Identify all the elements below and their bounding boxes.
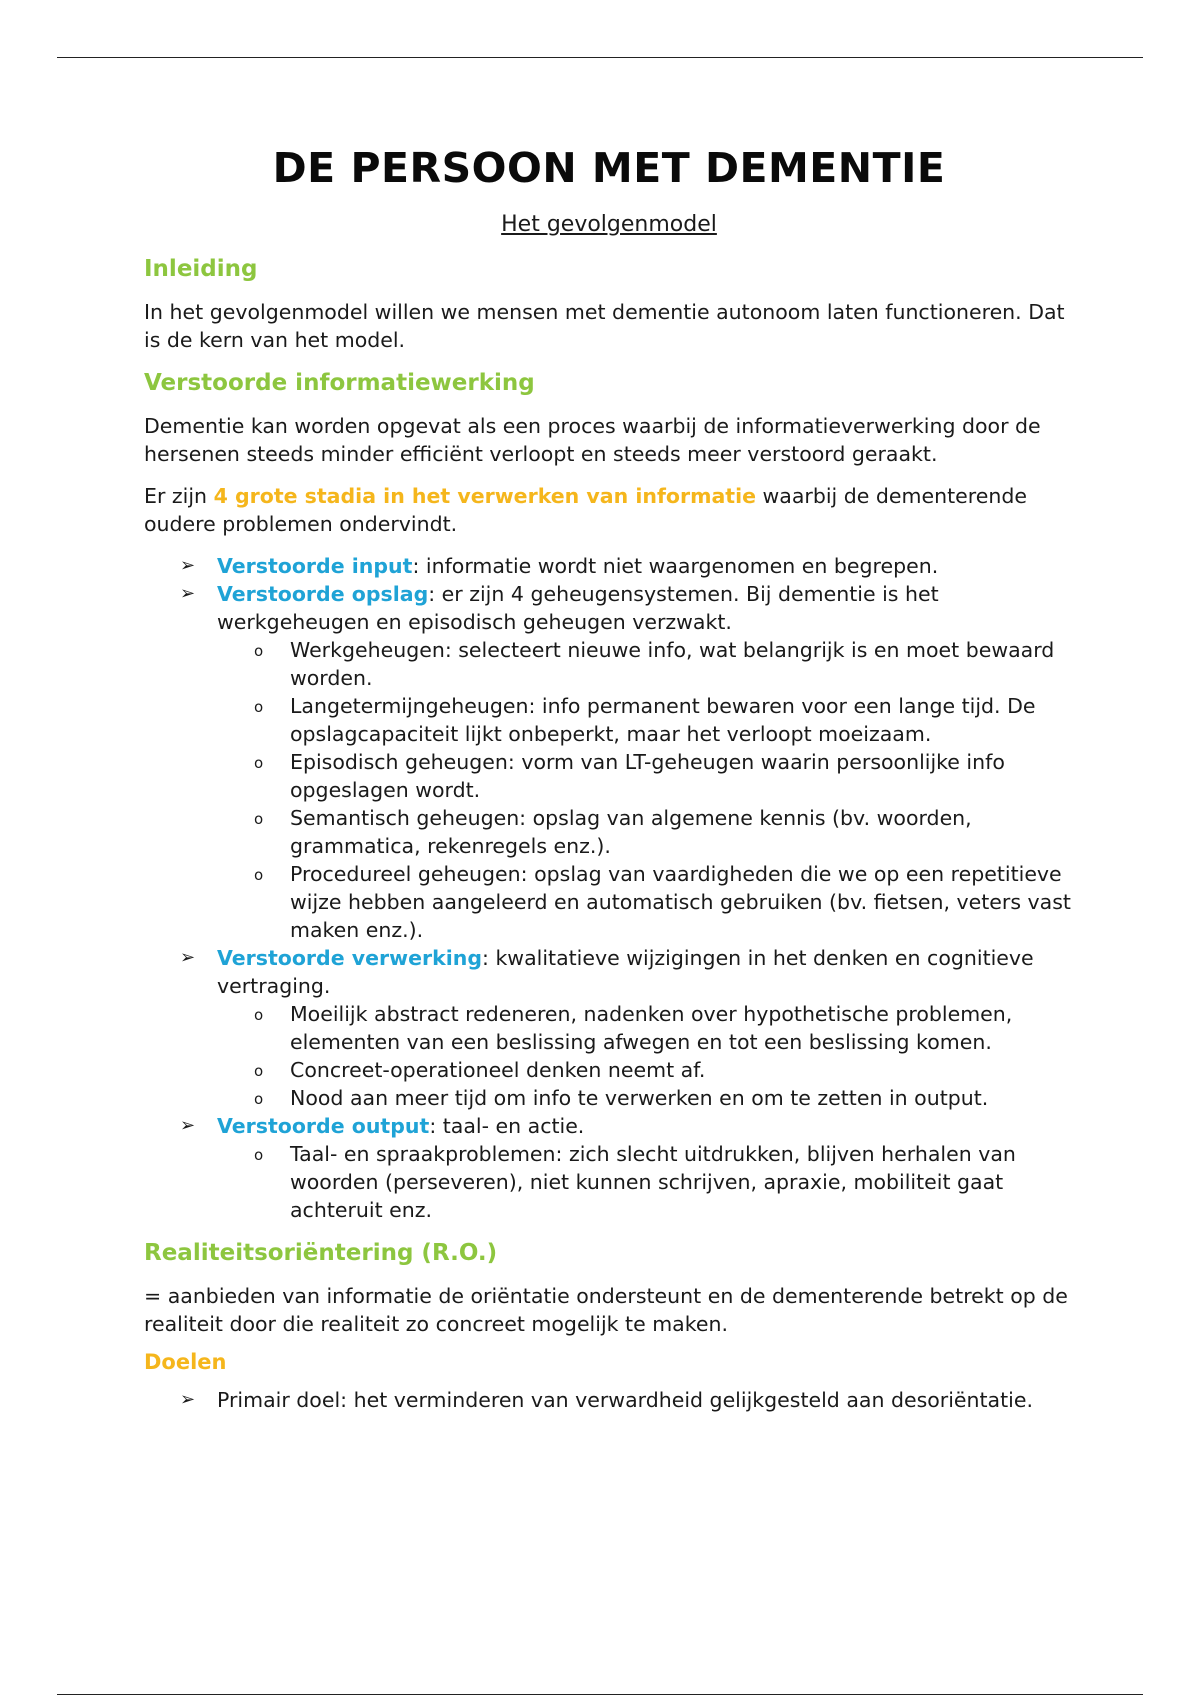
sub-item-text: Moeilijk abstract redeneren, nadenken over hypothetische problemen, elementen van een beslissing afwegen en tot een beslissing komen.: [290, 1002, 1013, 1054]
sub-item-text: Semantisch geheugen: opslag van algemene kennis (bv. woorden, grammatica, rekenregels enz.).: [290, 806, 972, 858]
sub-list-item: [217, 636, 1074, 692]
header-rule: [57, 57, 1143, 58]
para2-post: waarbij de dementerende oudere problemen ondervindt.: [144, 484, 1027, 536]
arrow-bullet-icon: ➢: [180, 555, 196, 576]
sub-list-item: [217, 1140, 1074, 1224]
list-item: [144, 580, 1074, 944]
heading-inleiding: Inleiding: [144, 256, 258, 282]
list-item: [144, 1112, 1074, 1224]
item-text: : taal- en actie.: [429, 1114, 585, 1138]
intro-paragraph: In het gevolgenmodel willen we mensen met dementie autonoom laten functioneren. Dat is de kern van het model.: [144, 300, 1065, 352]
circle-bullet-icon: o: [254, 1090, 264, 1108]
sub-list-item: [217, 804, 1074, 860]
list-item: [144, 552, 1074, 580]
sub-list-item: [217, 860, 1074, 944]
circle-bullet-icon: o: [254, 642, 264, 660]
sub-item-text: Werkgeheugen: selecteert nieuwe info, wat belangrijk is en moet bewaard worden.: [290, 638, 1055, 690]
page-subtitle: Het gevolgenmodel: [501, 212, 717, 237]
arrow-bullet-icon: ➢: [180, 1389, 196, 1410]
circle-bullet-icon: o: [254, 1146, 264, 1164]
sub-item-text: Procedureel geheugen: opslag van vaardigheden die we op een repetitieve wijze hebben aangeleerd en automatisch gebruiken (bv. fietsen, veters vast maken enz.).: [290, 862, 1071, 942]
sub-item-text: Langetermijngeheugen: info permanent bewaren voor een lange tijd. De opslagcapaciteit lijkt onbeperkt, maar het verloopt moeizaam.: [290, 694, 1036, 746]
heading-realiteitsorientering: Realiteitsoriëntering (R.O.): [144, 1240, 498, 1266]
item-label: Verstoorde input: [217, 554, 413, 578]
item-label: Verstoorde verwerking: [217, 946, 483, 970]
stadia-list: [144, 552, 1074, 1224]
sub-list-item: [217, 748, 1074, 804]
ro-paragraph: = aanbieden van informatie de oriëntatie ondersteunt en de dementerende betrekt op de realiteit door die realiteit zo concreet mogelijk te maken.: [144, 1284, 1068, 1336]
item-label: Verstoorde output: [217, 1114, 430, 1138]
sub-list-item: [217, 1056, 1074, 1084]
sub-list-item: [217, 1084, 1074, 1112]
sub-list: [144, 1140, 1074, 1224]
circle-bullet-icon: o: [254, 1062, 264, 1080]
circle-bullet-icon: o: [254, 866, 264, 884]
item-label: Verstoorde opslag: [217, 582, 429, 606]
doelen-list: [144, 1386, 1074, 1414]
list-item: [144, 944, 1074, 1112]
sub-list-item: [217, 1000, 1074, 1056]
arrow-bullet-icon: ➢: [180, 583, 196, 604]
sub-item-text: Taal- en spraakproblemen: zich slecht uitdrukken, blijven herhalen van woorden (perseveren), niet kunnen schrijven, apraxie, mobiliteit gaat achteruit enz.: [290, 1142, 1016, 1222]
sub-list-item: [217, 692, 1074, 748]
sub-list: [144, 1000, 1074, 1112]
arrow-bullet-icon: ➢: [180, 1115, 196, 1136]
footer-rule: [57, 1694, 1143, 1695]
circle-bullet-icon: o: [254, 810, 264, 828]
page-title: DE PERSOON MET DEMENTIE: [272, 144, 946, 192]
arrow-bullet-icon: ➢: [180, 947, 196, 968]
verstoord-paragraph-1: Dementie kan worden opgevat als een proces waarbij de informatieverwerking door de hersenen steeds minder efficiënt verloopt en steeds meer verstoord geraakt.: [144, 414, 1041, 466]
sub-item-text: Nood aan meer tijd om info te verwerken en om te zetten in output.: [290, 1086, 989, 1110]
document-body: [144, 140, 1074, 1414]
item-text: Primair doel: het verminderen van verwardheid gelijkgesteld aan desoriëntatie.: [217, 1388, 1033, 1412]
circle-bullet-icon: o: [254, 1006, 264, 1024]
list-item: [144, 1386, 1074, 1414]
circle-bullet-icon: o: [254, 698, 264, 716]
sub-list: [144, 636, 1074, 944]
item-text: : informatie wordt niet waargenomen en begrepen.: [412, 554, 939, 578]
heading-doelen: Doelen: [144, 1350, 227, 1374]
heading-verstoorde-informatiewerking: Verstoorde informatiewerking: [144, 370, 535, 396]
para2-highlight: 4 grote stadia in het verwerken van informatie: [213, 484, 757, 508]
para2-pre: Er zijn: [144, 484, 214, 508]
circle-bullet-icon: o: [254, 754, 264, 772]
item-text: : er zijn 4 geheugensystemen. Bij dementie is het werkgeheugen en episodisch geheugen verzwakt.: [217, 582, 939, 634]
item-text: : kwalitatieve wijzigingen in het denken en cognitieve vertraging.: [217, 946, 1034, 998]
verstoord-paragraph-2: [144, 482, 1074, 538]
sub-item-text: Episodisch geheugen: vorm van LT-geheugen waarin persoonlijke info opgeslagen wordt.: [290, 750, 1005, 802]
sub-item-text: Concreet-operationeel denken neemt af.: [290, 1058, 706, 1082]
